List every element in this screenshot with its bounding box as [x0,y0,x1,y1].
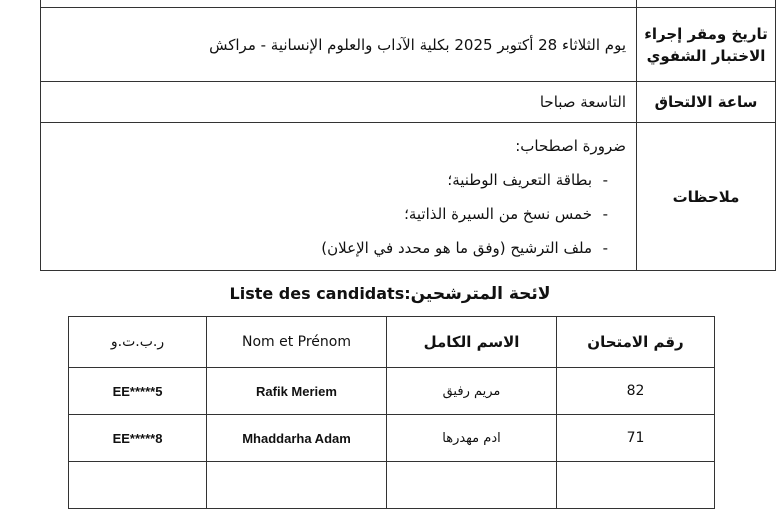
notes-item: - ملف الترشيح (وفق ما هو محدد في الإعلان) [41,231,592,265]
notes-title: ضرورة اصطحاب: [515,136,626,155]
info-row-notes [41,123,776,271]
table-row [69,415,715,462]
candidate-name-fr [207,462,387,509]
candidate-id: EE*****5 [69,368,207,415]
candidate-exam-number: 82 [557,368,715,415]
date-label: تاريخ ومقر إجراء الاختبار الشفوي [637,8,776,82]
candidate-exam-number [557,462,715,509]
header-name-fr: Nom et Prénom [207,317,387,368]
header-name-ar: الاسم الكامل [387,317,557,368]
date-value: يوم الثلاثاء 28 أكتوبر 2025 بكلية الآداب والعلوم الإنسانية - مراكش [41,8,637,82]
notes-value [41,123,637,271]
table-row [69,462,715,509]
info-row-date [41,8,776,82]
candidate-name-ar: مريم رفيق [387,368,557,415]
candidate-name-fr: Rafik Meriem [207,368,387,415]
info-row-previous [41,0,776,8]
candidate-exam-number: 71 [557,415,715,462]
time-label: ساعة الالتحاق [637,82,776,123]
notes-list [41,163,626,265]
time-value: التاسعة صباحا [41,82,637,123]
notes-label: ملاحظات [637,123,776,271]
table-row [69,368,715,415]
list-title-ar: لائحة المترشحين [410,284,551,304]
candidate-name-ar [387,462,557,509]
candidate-name-fr: Mhaddarha Adam [207,415,387,462]
candidate-id [69,462,207,509]
list-title-fr: Liste des candidats: [229,284,411,303]
notes-item: - خمس نسخ من السيرة الذاتية؛ [41,197,592,231]
info-row-time [41,82,776,123]
candidate-name-ar: ادم مهدرها [387,415,557,462]
header-id: ر.ب.ت.و [69,317,207,368]
candidates-list-heading [0,284,780,304]
table-header-row [69,317,715,368]
header-exam-number: رقم الامتحان [557,317,715,368]
exam-info-table [40,0,776,271]
candidates-table [68,316,715,509]
notes-item: - بطاقة التعريف الوطنية؛ [41,163,592,197]
candidate-id: EE*****8 [69,415,207,462]
